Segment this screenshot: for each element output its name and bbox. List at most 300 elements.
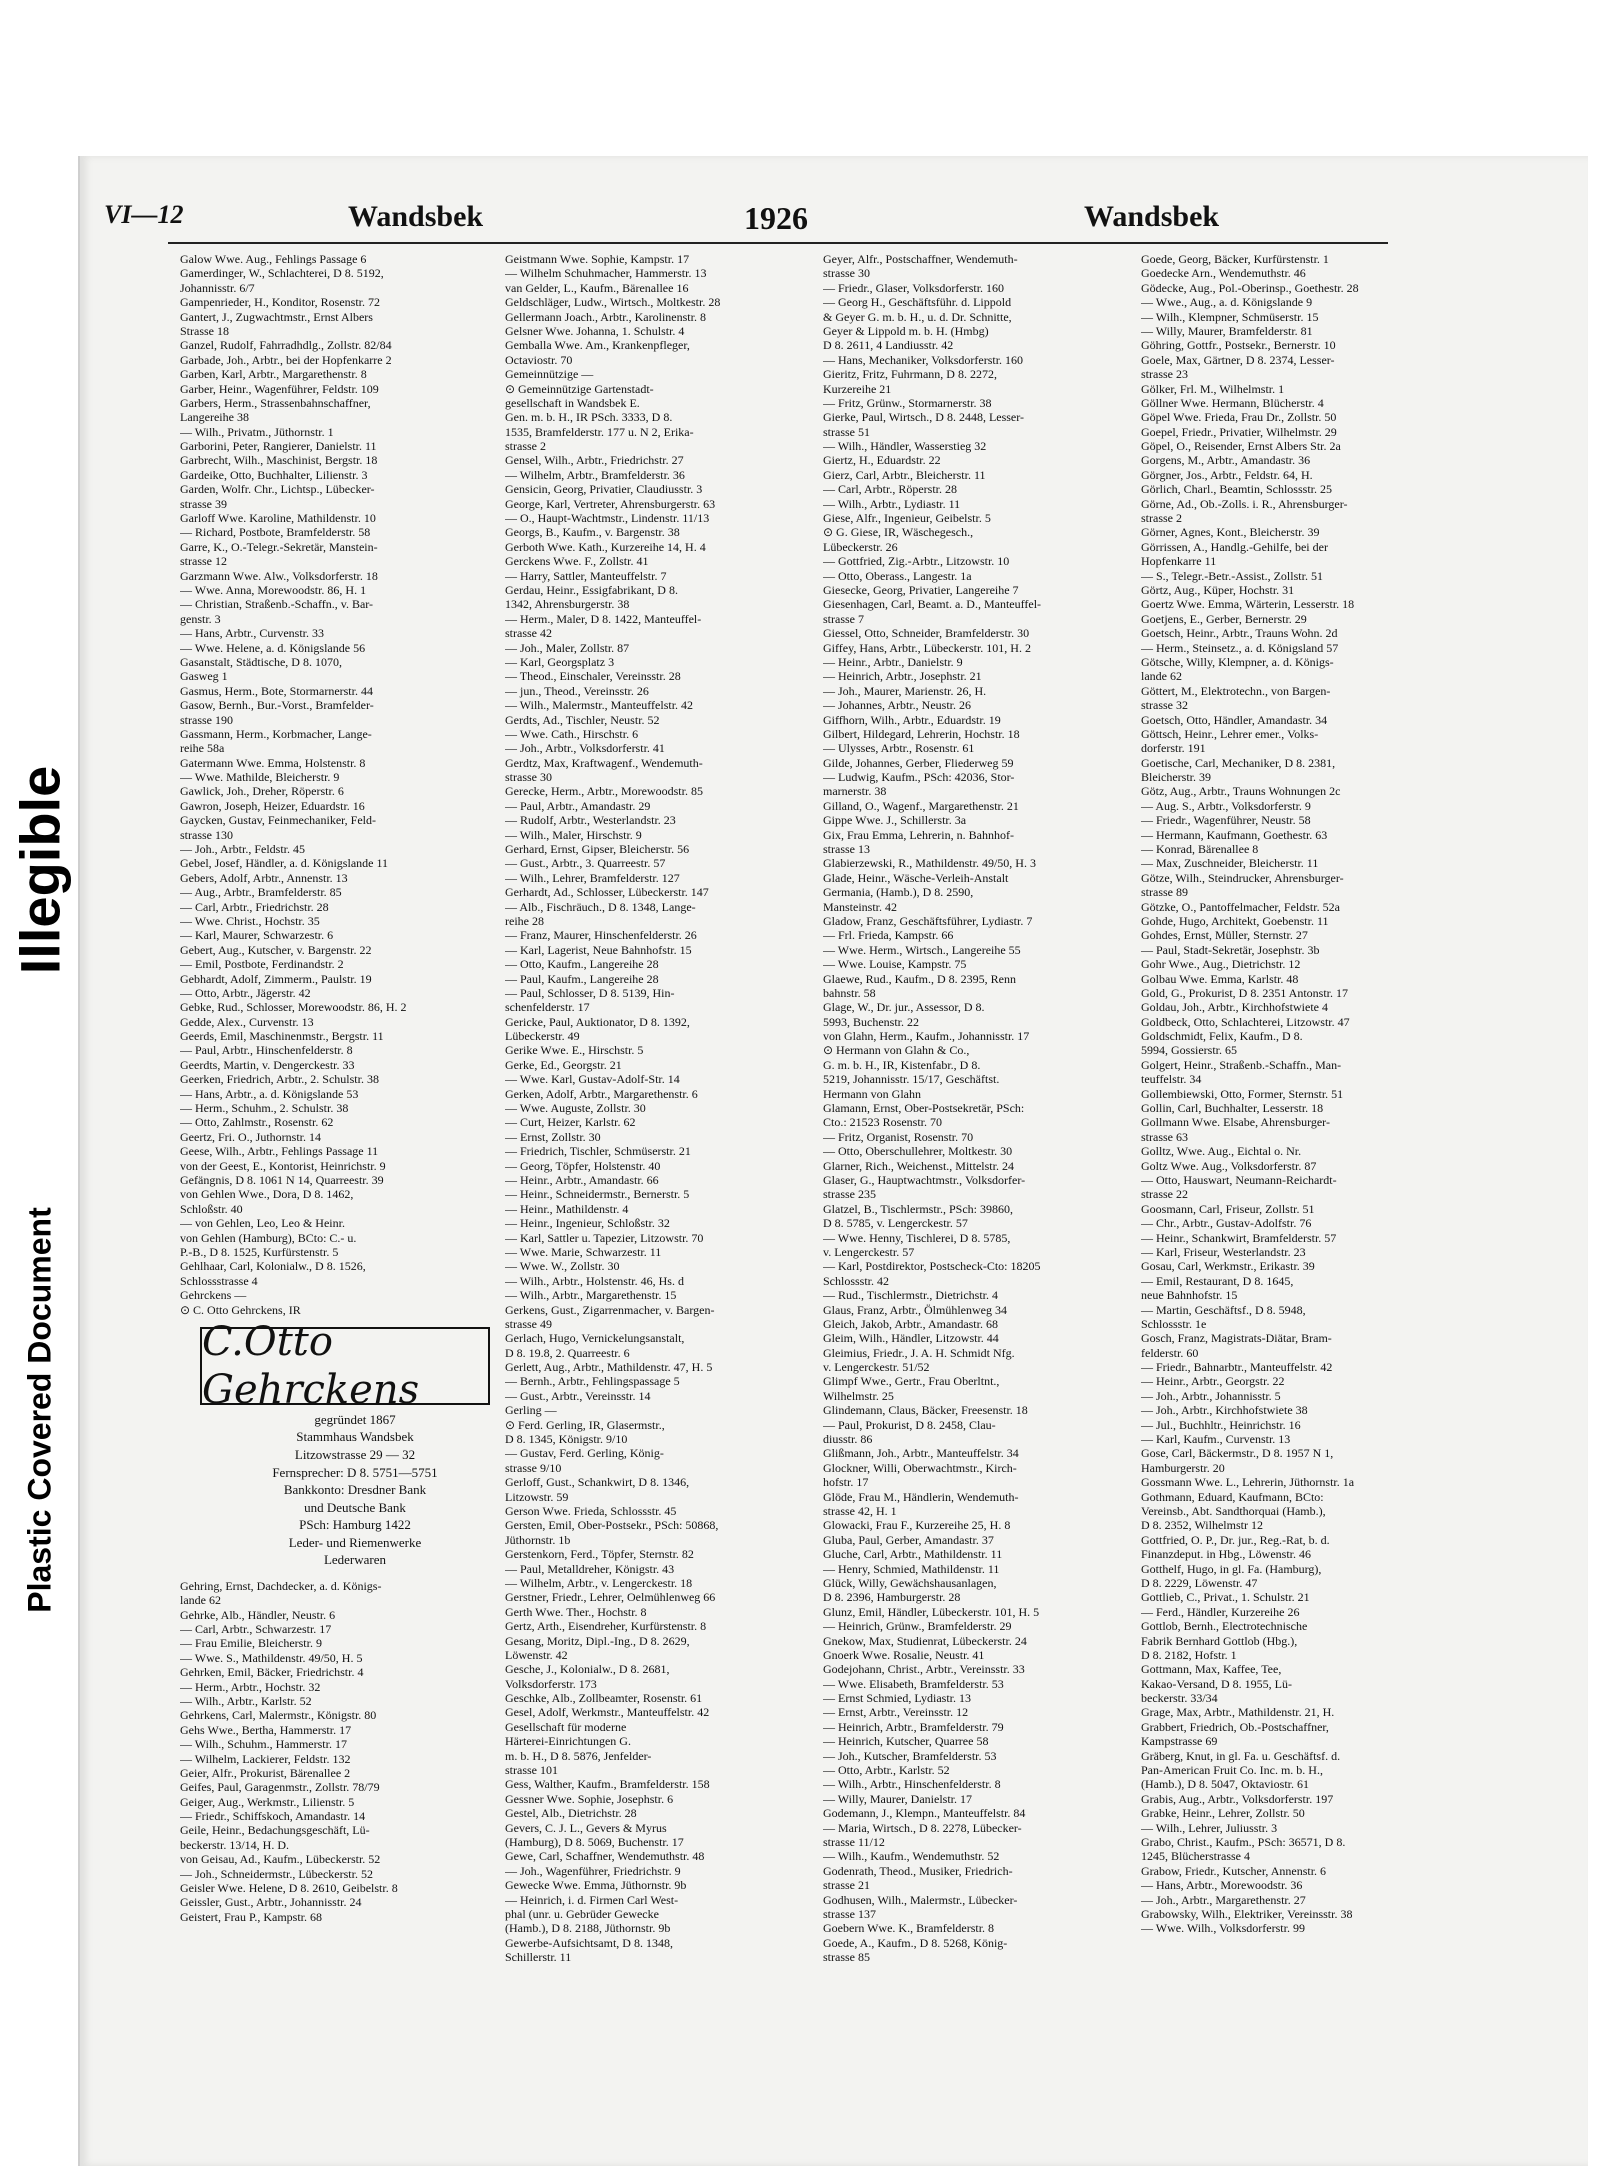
directory-entry: Gerke, Ed., Georgstr. 21	[505, 1057, 622, 1072]
directory-entry: — Wilh., Maler, Hirschstr. 9	[505, 827, 642, 842]
directory-entry: — Rudolf, Arbtr., Westerlandstr. 23	[505, 813, 676, 828]
directory-entry: Hopfenkarre 11	[1141, 554, 1217, 569]
directory-entry: Goetsch, Otto, Händler, Amandastr. 34	[1141, 712, 1328, 727]
directory-entry: — Wilh., Arbtr., Margarethenstr. 15	[505, 1288, 677, 1303]
directory-entry: Garbers, Herm., Strassenbahnschaffner,	[180, 395, 371, 410]
directory-entry: Gieritz, Fritz, Fuhrmann, D 8. 2272,	[823, 367, 997, 382]
directory-entry: Geifes, Paul, Garagenmstr., Zollstr. 78/79	[180, 1780, 380, 1795]
directory-entry: — Joh., Kutscher, Bramfelderstr. 53	[823, 1748, 997, 1763]
directory-entry: Geyer, Alfr., Postschaffner, Wendemuth-	[823, 252, 1018, 266]
directory-entry: strasse 130	[180, 827, 233, 842]
directory-entry: — Jul., Buchhltr., Heinrichstr. 16	[1141, 1417, 1301, 1432]
directory-entry: Göttert, M., Elektrotechn., von Bargen-	[1141, 683, 1331, 698]
directory-entry: — Joh., Schneidermstr., Lübeckerstr. 52	[180, 1866, 373, 1881]
directory-entry: Glaus, Franz, Arbtr., Ölmühlenweg 34	[823, 1302, 1007, 1317]
directory-entry: Gellermann Joach., Arbtr., Karolinenstr. 8	[505, 309, 706, 324]
directory-entry: strasse 11/12	[823, 1834, 885, 1849]
directory-entry: — Wilh., Lehrer, Bramfelderstr. 127	[505, 870, 680, 885]
directory-entry: — Carl, Arbtr., Schwarzestr. 17	[180, 1622, 332, 1636]
directory-entry: Gerstner, Friedr., Lehrer, Oelmühlenweg 66	[505, 1590, 716, 1605]
side-label-illegible	[10, 740, 70, 1000]
directory-entry: — Karl, Sattler u. Tapezier, Litzowstr. 70	[505, 1230, 704, 1245]
directory-entry: Golltz, Wwe. Aug., Eichtal o. Nr.	[1141, 1144, 1302, 1159]
directory-entry: Glockner, Willi, Oberwachtmstr., Kirch-	[823, 1460, 1017, 1475]
directory-entry: Gippe Wwe. J., Schillerstr. 3a	[823, 813, 967, 828]
directory-entry: Hermann von Glahn	[823, 1086, 921, 1101]
directory-entry: — Richard, Postbote, Bramfelderstr. 58	[180, 525, 371, 540]
directory-entry: — Paul, Schlosser, D 8. 5139, Hin-	[505, 985, 675, 1000]
directory-entry: Gerhard, Ernst, Gipser, Bleicherstr. 56	[505, 842, 690, 857]
directory-entry: Garborini, Peter, Rangierer, Danielstr. 11	[180, 439, 377, 454]
directory-entry: Grabow, Friedr., Kutscher, Annenstr. 6	[1141, 1863, 1327, 1878]
directory-entry: Galow Wwe. Aug., Fehlings Passage 6	[180, 252, 367, 266]
directory-entry: Härterei-Einrichtungen G.	[505, 1734, 631, 1749]
directory-entry: — Herm., Maler, D 8. 1422, Manteuffel-	[505, 611, 702, 626]
directory-entry: Gnoerk Wwe. Rosalie, Neustr. 41	[823, 1647, 985, 1662]
directory-entry: — Wwe. Anna, Morewoodstr. 86, H. 1	[180, 582, 367, 597]
directory-entry: strasse 39	[180, 496, 227, 511]
directory-entry: Götze, Wilh., Steindrucker, Ahrensburger-	[1141, 870, 1344, 885]
side-label-line1: Plastic Covered Document	[21, 1207, 58, 1613]
directory-entry: Langereihe 38	[180, 410, 249, 425]
page-header	[104, 200, 1220, 246]
directory-entry: — Wilhelm Schuhmacher, Hammerstr. 13	[505, 266, 707, 281]
directory-entry: strasse 30	[823, 266, 870, 281]
directory-entry: Gehs Wwe., Bertha, Hammerstr. 17	[180, 1722, 352, 1737]
directory-entry: — Joh., Maler, Zollstr. 87	[505, 640, 630, 655]
directory-entry: — Otto, Arbtr., Karlstr. 52	[823, 1763, 950, 1778]
directory-entry: — Otto, Oberschullehrer, Moltkestr. 30	[823, 1144, 1013, 1159]
directory-entry: — Wilh., Malermstr., Manteuffelstr. 42	[505, 698, 694, 713]
directory-entry: Geese, Wilh., Arbtr., Fehlings Passage 11	[180, 1144, 379, 1159]
directory-entry: Goedecke Arn., Wendemuthstr. 46	[1141, 266, 1306, 281]
directory-entry: Lübeckerstr. 49	[505, 1029, 580, 1044]
directory-entry: genstr. 3	[180, 611, 221, 626]
directory-entry: — Hans, Arbtr., a. d. Königslande 53	[180, 1086, 359, 1101]
directory-entry: Gerling —	[505, 1403, 557, 1418]
column-1-entries-continued	[180, 1579, 505, 1924]
directory-entry: Gerboth Wwe. Kath., Kurzereihe 14, H. 4	[505, 539, 706, 554]
directory-entry: — Wwe. Christ., Hochstr. 35	[180, 913, 320, 928]
directory-entry: strasse 21	[823, 1878, 870, 1893]
directory-entry: — Willy, Maurer, Bramfelderstr. 81	[1141, 323, 1313, 338]
directory-entry: — Theod., Einschaler, Vereinsstr. 28	[505, 669, 681, 684]
directory-entry: Gericke, Paul, Auktionator, D 8. 1392,	[505, 1014, 690, 1029]
directory-entry: Garber, Heinr., Wagenführer, Feldstr. 109	[180, 381, 379, 396]
directory-entry: — Heinrich, Kutscher, Quarree 58	[823, 1734, 989, 1749]
directory-entry: — Otto, Zahlmstr., Rosenstr. 62	[180, 1115, 334, 1130]
directory-entry: Glarner, Rich., Weichenst., Mittelstr. 24	[823, 1158, 1014, 1173]
column-4-entries	[1141, 252, 1459, 1936]
directory-entry: — Heinrich, Arbtr., Josephstr. 21	[823, 669, 982, 684]
directory-entry: Gose, Carl, Bäckermstr., D 8. 1957 N 1,	[1141, 1446, 1334, 1461]
directory-entry: Götz, Aug., Arbtr., Trauns Wohnungen 2c	[1141, 784, 1341, 799]
directory-entry: Giffhorn, Wilh., Arbtr., Eduardstr. 19	[823, 712, 1001, 727]
directory-entry: — Gust., Arbtr., Vereinsstr. 14	[505, 1388, 651, 1403]
directory-entry: Geerds, Emil, Maschinenmstr., Bergstr. 11	[180, 1029, 384, 1044]
directory-entry: Garre, K., O.-Telegr.-Sekretär, Manstein-	[180, 539, 378, 554]
directory-entry: Glage, W., Dr. jur., Assessor, D 8.	[823, 1000, 985, 1015]
page-code: VI—12	[104, 200, 184, 229]
directory-entry: Jüthornstr. 1b	[505, 1532, 571, 1547]
directory-entry: — Christian, Straßenb.-Schaffn., v. Bar-	[180, 597, 374, 612]
directory-entry: Glißmann, Joh., Arbtr., Manteuffelstr. 34	[823, 1446, 1019, 1461]
directory-entry: Gosau, Carl, Werkmstr., Erikastr. 39	[1141, 1259, 1315, 1274]
directory-entry: Glowacki, Frau F., Kurzereihe 25, H. 8	[823, 1518, 1011, 1533]
directory-entry: — Wwe. Henny, Tischlerei, D 8. 5785,	[823, 1230, 1011, 1245]
directory-entry: Geyer & Lippold m. b. H. (Hmbg)	[823, 323, 989, 338]
directory-entry: P.-B., D 8. 1525, Kurfürstenstr. 5	[180, 1244, 339, 1259]
directory-entry: — O., Haupt-Wachtmstr., Lindenstr. 11/13	[505, 511, 710, 526]
directory-entry: — Ernst, Zollstr. 30	[505, 1129, 601, 1144]
directory-entry: Gehrken, Emil, Bäcker, Friedrichstr. 4	[180, 1665, 364, 1680]
directory-entry: Schlossstr. 42	[823, 1273, 890, 1288]
directory-entry: Geiger, Aug., Werkmstr., Lilienstr. 5	[180, 1794, 355, 1809]
directory-entry: — Wilh., Arbtr., Hinschenfelderstr. 8	[823, 1777, 1001, 1792]
directory-entry: Gewe, Carl, Schaffner, Wendemuthstr. 48	[505, 1849, 705, 1864]
directory-entry: Glade, Heinr., Wäsche-Verleih-Anstalt	[823, 870, 1009, 885]
directory-entry: Glaser, G., Hauptwachtmstr., Volksdorfer-	[823, 1173, 1026, 1187]
directory-entry: — Wwe. Auguste, Zollstr. 30	[505, 1101, 646, 1116]
directory-entry: G. m. b. H., IR, Kistenfabr., D 8.	[823, 1057, 981, 1072]
directory-entry: Gilland, O., Wagenf., Margarethenstr. 21	[823, 798, 1019, 813]
directory-entry: Gräberg, Knut, in gl. Fa. u. Geschäftsf. d.	[1141, 1748, 1341, 1763]
directory-entry: D 8. 1345, Königstr. 9/10	[505, 1432, 628, 1447]
directory-entry: — Frau Emilie, Bleicherstr. 9	[180, 1636, 322, 1651]
directory-entry: — Hermann, Kaufmann, Goethestr. 63	[1141, 827, 1328, 842]
directory-entry: Gehrke, Alb., Händler, Neustr. 6	[180, 1607, 336, 1622]
directory-entry: Geistmann Wwe. Sophie, Kampstr. 17	[505, 252, 690, 266]
ad-line: PSch: Hamburg 1422	[299, 1517, 411, 1533]
directory-entry: — Aug., Arbtr., Bramfelderstr. 85	[180, 885, 342, 900]
directory-entry: — Otto, Oberass., Langestr. 1a	[823, 568, 972, 583]
directory-entry: Garloff Wwe. Karoline, Mathildenstr. 10	[180, 511, 376, 526]
directory-entry: von Geisau, Ad., Kaufm., Lübeckerstr. 52	[180, 1852, 381, 1867]
directory-entry: Georgs, B., Kaufm., v. Bargenstr. 38	[505, 525, 680, 540]
directory-entry: Gnekow, Max, Studienrat, Lübeckerstr. 24	[823, 1633, 1027, 1648]
directory-entry: strasse 22	[1141, 1187, 1188, 1202]
directory-entry: Geissler, Gust., Arbtr., Johannisstr. 24	[180, 1895, 362, 1910]
directory-entry: Gardeike, Otto, Buchhalter, Lilienstr. 3	[180, 467, 368, 482]
directory-entry: Ganzel, Rudolf, Fahrradhdlg., Zollstr. 82/84	[180, 338, 392, 353]
directory-entry: Gesel, Adolf, Werkmstr., Manteuffelstr. 42	[505, 1705, 710, 1720]
directory-entry: Gampenrieder, H., Konditor, Rosenstr. 72	[180, 295, 381, 310]
directory-entry: — Max, Zuschneider, Bleicherstr. 11	[1141, 856, 1319, 871]
directory-entry: 1342, Ahrensburgerstr. 38	[505, 597, 630, 612]
directory-entry: reihe 58a	[180, 741, 225, 756]
directory-entry: — Wilhelm, Arbtr., v. Lengerckestr. 18	[505, 1575, 693, 1590]
directory-entry: Litzowstr. 59	[505, 1489, 569, 1504]
directory-entry: — Wwe. Herm., Wirtsch., Langereihe 55	[823, 942, 1021, 957]
ad-line: Bankkonto: Dresdner Bank	[283, 1482, 427, 1498]
directory-entry: Göpel, O., Reisender, Ernst Albers Str. 2a	[1141, 439, 1341, 454]
directory-entry: reihe 28	[505, 913, 544, 928]
directory-entry: Hamburgerstr. 20	[1141, 1460, 1225, 1475]
directory-entry: Schlossstr. 1e	[1141, 1316, 1207, 1331]
directory-entry: neue Bahnhofstr. 15	[1141, 1288, 1238, 1303]
directory-entry: Gossmann Wwe. L., Lehrerin, Jüthornstr. 1a	[1141, 1475, 1355, 1490]
directory-entry: Gehrkens, Carl, Malermstr., Königstr. 80	[180, 1708, 377, 1723]
directory-entry: — Wwe. Louise, Kampstr. 75	[823, 957, 967, 972]
directory-entry: Glimpf Wwe., Gertr., Frau Oberltnt.,	[823, 1374, 1000, 1389]
directory-entry: Geile, Heinr., Bedachungsgeschäft, Lü-	[180, 1823, 370, 1838]
directory-entry: Geertz, Fri. O., Juthornstr. 14	[180, 1129, 321, 1144]
directory-entry: teuffelstr. 34	[1141, 1072, 1202, 1087]
directory-entry: Goetsch, Heinr., Arbtr., Trauns Wohn. 2d	[1141, 626, 1338, 641]
directory-entry: Finanzdeput. in Hbg., Löwenstr. 46	[1141, 1547, 1311, 1562]
directory-entry: Gebhardt, Adolf, Zimmerm., Paulstr. 19	[180, 971, 372, 986]
directory-entry: Gerike Wwe. E., Hirschstr. 5	[505, 1043, 644, 1058]
column-1-entries	[180, 252, 505, 1317]
directory-entry: Glaewe, Rud., Kaufm., D 8. 2395, Renn	[823, 971, 1016, 986]
directory-entry: Bleicherstr. 39	[1141, 770, 1211, 785]
directory-entry: — Wilh., Händler, Wasserstieg 32	[823, 439, 987, 454]
directory-entry: Gorgens, M., Arbtr., Amandastr. 36	[1141, 453, 1311, 468]
directory-entry: Görne, Ad., Ob.-Zolls. i. R., Ahrensburger-	[1141, 496, 1348, 511]
directory-entry: Strasse 18	[180, 323, 229, 338]
directory-entry: Goetjens, E., Gerber, Bernerstr. 29	[1141, 611, 1307, 626]
directory-entry: Glamann, Ernst, Ober-Postsekretär, PSch:	[823, 1101, 1025, 1116]
directory-entry: Godenrath, Theod., Musiker, Friedrich-	[823, 1863, 1013, 1878]
directory-entry: Giertz, H., Eduardstr. 22	[823, 453, 941, 468]
directory-entry: — Wwe. Elisabeth, Bramfelderstr. 53	[823, 1676, 1004, 1691]
directory-entry: — Karl, Lagerist, Neue Bahnhofstr. 15	[505, 942, 692, 957]
directory-entry: — Emil, Postbote, Ferdinandstr. 2	[180, 957, 344, 972]
directory-entry: — Georg H., Geschäftsführ. d. Lippold	[823, 295, 1012, 310]
directory-entry: — Martin, Geschäftsf., D 8. 5948,	[1141, 1302, 1306, 1317]
directory-entry: Octaviostr. 70	[505, 352, 573, 367]
directory-entry: Görrissen, A., Handlg.-Gehilfe, bei der	[1141, 539, 1328, 554]
directory-entry: Gelsner Wwe. Johanna, 1. Schulstr. 4	[505, 323, 685, 338]
directory-entry: — Carl, Arbtr., Röperstr. 28	[823, 482, 957, 497]
directory-entry: Gehring, Ernst, Dachdecker, a. d. Königs-	[180, 1578, 382, 1593]
directory-entry: Goldschmidt, Felix, Kaufm., D 8.	[1141, 1029, 1303, 1044]
directory-entry: Johannisstr. 6/7	[180, 280, 255, 295]
directory-entry: Schillerstr. 11	[505, 1950, 572, 1965]
directory-entry: Götsche, Willy, Klempner, a. d. Königs-	[1141, 654, 1334, 669]
directory-entry: D 8. 2352, Wilhelmstr 12	[1141, 1518, 1263, 1533]
directory-entry: — Curt, Heizer, Karlstr. 62	[505, 1115, 636, 1130]
header-rule	[168, 242, 1388, 244]
directory-entry: Gasow, Bernh., Bur.-Vorst., Bramfelder-	[180, 698, 374, 713]
directory-entry: — Heinrich, Arbtr., Bramfelderstr. 79	[823, 1719, 1004, 1734]
directory-entry: Gertz, Arth., Eisendreher, Kurfürstenstr. 8	[505, 1619, 707, 1634]
directory-entry: Gen. m. b. H., IR PSch. 3333, D 8.	[505, 410, 673, 425]
directory-entry: Gladow, Franz, Geschäftsführer, Lydiastr. 7	[823, 913, 1033, 928]
directory-entry: Göllner Wwe. Hermann, Blücherstr. 4	[1141, 395, 1324, 410]
directory-entry: D 8. 19.8, 2. Quarreestr. 6	[505, 1345, 630, 1360]
directory-entry: Gemballa Wwe. Am., Krankenpfleger,	[505, 338, 690, 353]
directory-entry: strasse 63	[1141, 1129, 1188, 1144]
directory-entry: Gestel, Alb., Dietrichstr. 28	[505, 1806, 637, 1821]
directory-entry: Garden, Wolfr. Chr., Lichtsp., Lübecker-	[180, 482, 375, 497]
column-3-entries	[823, 252, 1141, 1964]
directory-entry: — Paul, Stadt-Sekretär, Josephstr. 3b	[1141, 942, 1320, 957]
directory-entry: — Wwe. Karl, Gustav-Adolf-Str. 14	[505, 1072, 680, 1087]
directory-entry: — S., Telegr.-Betr.-Assist., Zollstr. 51	[1141, 568, 1323, 583]
directory-entry: — Wwe. Marie, Schwarzestr. 11	[505, 1244, 662, 1259]
directory-entry: marnerstr. 38	[823, 784, 887, 799]
directory-entry: strasse 32	[1141, 698, 1188, 713]
directory-entry: 1535, Bramfelderstr. 177 u. N 2, Erika-	[505, 424, 694, 439]
directory-entry: — Frl. Frieda, Kampstr. 66	[823, 928, 954, 943]
directory-entry: ⊙ Gemeinnützige Gartenstadt-	[505, 381, 654, 396]
directory-entry: — Wwe. Helene, a. d. Königslande 56	[180, 640, 366, 655]
directory-entry: Gantert, J., Zugwachtmstr., Ernst Albers	[180, 309, 373, 324]
directory-entry: Gierz, Carl, Arbtr., Bleicherstr. 11	[823, 467, 986, 482]
gehrckens-logo: C.Otto Gehrckens	[200, 1327, 490, 1405]
directory-entry: — Heinr., Schneidermstr., Bernerstr. 5	[505, 1187, 690, 1202]
directory-entry: D 8. 2611, 4 Landiusstr. 42	[823, 338, 954, 353]
directory-entry: Gleim, Wilh., Händler, Litzowstr. 44	[823, 1331, 999, 1346]
directory-entry: strasse 137	[823, 1906, 876, 1921]
directory-entry: Gohdes, Ernst, Müller, Sternstr. 27	[1141, 928, 1308, 943]
directory-entry: — Heinr., Arbtr., Amandastr. 66	[505, 1173, 659, 1187]
directory-entry: — Wilh., Arbtr., Karlstr. 52	[180, 1693, 312, 1708]
directory-entry: Giessel, Otto, Schneider, Bramfelderstr. 30	[823, 626, 1030, 641]
directory-entry: — Joh., Arbtr., Margarethenstr. 27	[1141, 1892, 1306, 1907]
directory-entry: Gasanstalt, Städtische, D 8. 1070,	[180, 654, 342, 669]
directory-entry: Gluba, Paul, Gerber, Amandastr. 37	[823, 1532, 994, 1547]
directory-entry: — Franz, Maurer, Hinschenfelderstr. 26	[505, 928, 697, 943]
directory-entry: Gamerdinger, W., Schlachterei, D 8. 5192,	[180, 266, 384, 281]
directory-entry: — Aug. S., Arbtr., Volksdorferstr. 9	[1141, 798, 1311, 813]
directory-entry: Geier, Alfr., Prokurist, Bärenallee 2	[180, 1765, 351, 1780]
directory-entry: Schloßstr. 40	[180, 1201, 243, 1216]
directory-entry: — Ernst, Arbtr., Vereinsstr. 12	[823, 1705, 969, 1720]
directory-entry: Gebke, Rud., Schlosser, Morewoodstr. 86, H. 2	[180, 1000, 407, 1015]
directory-entry: Grabowsky, Wilh., Elektriker, Vereinsstr. 38	[1141, 1906, 1353, 1921]
directory-entry: Schlossstrasse 4	[180, 1273, 258, 1288]
directory-entry: — Willy, Maurer, Danielstr. 17	[823, 1791, 973, 1806]
directory-entry: Gollmann Wwe. Elsabe, Ahrensburger-	[1141, 1115, 1330, 1130]
directory-entry: Gawlick, Joh., Dreher, Röperstr. 6	[180, 784, 344, 799]
directory-entry: Gebert, Aug., Kutscher, v. Bargenstr. 22	[180, 942, 372, 957]
directory-entry: Görgner, Jos., Arbtr., Feldstr. 64, H.	[1141, 467, 1313, 482]
directory-entry: — Friedrich, Tischler, Schmüserstr. 21	[505, 1144, 691, 1159]
directory-entry: Grabke, Heinr., Lehrer, Zollstr. 50	[1141, 1806, 1305, 1821]
directory-entry: Geerdts, Martin, v. Dengerckestr. 33	[180, 1057, 355, 1072]
directory-entry: — Henry, Schmied, Mathildenstr. 11	[823, 1561, 1000, 1576]
directory-entry: von Gehlen Wwe., Dora, D 8. 1462,	[180, 1187, 354, 1202]
directory-entry: Garbade, Joh., Arbtr., bei der Hopfenkarre 2	[180, 352, 392, 367]
directory-entry: — Fritz, Grünw., Stormarnerstr. 38	[823, 395, 992, 410]
directory-entry: Goertz Wwe. Emma, Wärterin, Lesserstr. 18	[1141, 597, 1355, 612]
directory-entry: — Paul, Arbtr., Hinschenfelderstr. 8	[180, 1043, 353, 1058]
directory-entry: Mansteinstr. 42	[823, 899, 897, 914]
directory-entry: Gasmus, Herm., Bote, Stormarnerstr. 44	[180, 683, 373, 698]
directory-entry: 5219, Johannisstr. 15/17, Geschäftst.	[823, 1072, 1000, 1087]
directory-entry: Vereinsb., Abt. Sandthorquai (Hamb.),	[1141, 1503, 1326, 1518]
directory-entry: beckerstr. 13/14, H. D.	[180, 1837, 289, 1852]
directory-entry: von der Geest, E., Kontorist, Heinrichstr. 9	[180, 1158, 386, 1173]
directory-entry: Gothmann, Eduard, Kaufmann, BCto:	[1141, 1489, 1324, 1504]
directory-entry: — von Gehlen, Leo, Leo & Heinr.	[180, 1216, 345, 1231]
directory-entry: Garzmann Wwe. Alw., Volksdorferstr. 18	[180, 568, 378, 583]
directory-entry: — Heinr., Arbtr., Danielstr. 9	[823, 654, 963, 669]
directory-entry: Gollembiewski, Otto, Former, Sternstr. 51	[1141, 1086, 1344, 1101]
directory-entry: Kurzereihe 21	[823, 381, 892, 396]
directory-entry: — Wwe., Aug., a. d. Königslande 9	[1141, 295, 1313, 310]
directory-entry: — Wwe. S., Mathildenstr. 49/50, H. 5	[180, 1650, 363, 1665]
directory-entry: Grabbert, Friedrich, Ob.-Postschaffner,	[1141, 1719, 1329, 1734]
directory-entry: — Heinr., Arbtr., Georgstr. 22	[1141, 1374, 1285, 1389]
directory-entry: — Otto, Hauswart, Neumann-Reichardt-	[1141, 1173, 1337, 1187]
directory-entry: Gesellschaft für moderne	[505, 1719, 627, 1734]
directory-entry: D 8. 2182, Hofstr. 1	[1141, 1647, 1237, 1662]
directory-entry: Gebel, Josef, Händler, a. d. Königslande 11	[180, 856, 389, 871]
directory-entry: strasse 9/10	[505, 1460, 562, 1475]
directory-entry: & Geyer G. m. b. H., u. d. Dr. Schnitte,	[823, 309, 1012, 324]
directory-entry: Gerdau, Heinr., Essigfabrikant, D 8.	[505, 582, 678, 597]
ad-line: und Deutsche Bank	[304, 1499, 406, 1515]
directory-entry: von Gehlen (Hamburg), BCto: C.- u.	[180, 1230, 357, 1245]
directory-entry: Giesenhagen, Carl, Beamt. a. D., Manteuffel-	[823, 597, 1042, 612]
directory-entry: diusstr. 86	[823, 1432, 873, 1447]
directory-entry: Gix, Frau Emma, Lehrerin, n. Bahnhof-	[823, 827, 1014, 842]
ad-line: Stammhaus Wandsbek	[296, 1429, 414, 1445]
directory-entry: Gohde, Hugo, Architekt, Goebenstr. 11	[1141, 913, 1329, 928]
directory-entry: Gottlieb, C., Privat., 1. Schulstr. 21	[1141, 1590, 1310, 1605]
directory-entry: ⊙ Hermann von Glahn & Co.,	[823, 1043, 970, 1058]
directory-entry: — Wwe. Cath., Hirschstr. 6	[505, 726, 639, 741]
side-label	[10, 1000, 70, 1860]
directory-entry: — Herm., Arbtr., Hochstr. 32	[180, 1679, 321, 1694]
directory-entry: — Heinr., Ingenieur, Schloßstr. 32	[505, 1216, 670, 1231]
directory-entry: — Bernh., Arbtr., Fehlingspassage 5	[505, 1374, 680, 1389]
header-year: 1926	[744, 200, 808, 236]
directory-entry: Gehrckens —	[180, 1288, 247, 1303]
directory-entry: Goede, Georg, Bäcker, Kurfürstenstr. 1	[1141, 252, 1329, 266]
directory-entry: Görtz, Aug., Küper, Hochstr. 31	[1141, 582, 1295, 597]
directory-entry: strasse 190	[180, 712, 233, 727]
directory-entry: Gotthelf, Hugo, in gl. Fa. (Hamburg),	[1141, 1561, 1322, 1576]
directory-entry: — Herm., Schuhm., 2. Schulstr. 38	[180, 1101, 349, 1116]
directory-entry: Göpel Wwe. Frieda, Frau Dr., Zollstr. 50	[1141, 410, 1337, 425]
directory-entry: — Otto, Kaufm., Langereihe 28	[505, 957, 659, 972]
directory-entry: — Ernst Schmied, Lydiastr. 13	[823, 1691, 971, 1706]
directory-entry: — Heinr., Schankwirt, Bramfelderstr. 57	[1141, 1230, 1337, 1245]
directory-entry: — Wilh., Schuhm., Hammerstr. 17	[180, 1737, 347, 1752]
directory-entry: bahnstr. 58	[823, 985, 876, 1000]
directory-entry: — Hans, Arbtr., Morewoodstr. 36	[1141, 1878, 1303, 1893]
directory-entry: — Joh., Arbtr., Volksdorferstr. 41	[505, 741, 665, 756]
directory-entry: Goede, A., Kaufm., D 8. 5268, König-	[823, 1935, 1008, 1950]
directory-entry: schenfelderstr. 17	[505, 1000, 590, 1015]
directory-entry: — Paul, Prokurist, D 8. 2458, Clau-	[823, 1417, 996, 1432]
directory-entry: — Hans, Arbtr., Curvenstr. 33	[180, 626, 324, 641]
directory-entry: Goldau, Joh., Arbtr., Kirchhofstwiete 4	[1141, 1000, 1328, 1015]
ad-line: Fernsprecher: D 8. 5751—5751	[272, 1464, 438, 1480]
directory-entry: Gödecke, Aug., Pol.-Oberinsp., Goethestr. 28	[1141, 280, 1359, 295]
directory-entry: — Rud., Tischlermstr., Dietrichstr. 4	[823, 1288, 999, 1303]
directory-entry: Germania, (Hamb.), D 8. 2590,	[823, 885, 974, 900]
directory-entry: beckerstr. 33/34	[1141, 1691, 1218, 1706]
directory-entry: — Chr., Arbtr., Gustav-Adolfstr. 76	[1141, 1216, 1312, 1231]
directory-entry: Gohr Wwe., Aug., Dietrichstr. 12	[1141, 957, 1301, 972]
directory-entry: D 8. 5785, v. Lengerckestr. 57	[823, 1216, 968, 1231]
directory-entry: lande 62	[1141, 669, 1182, 684]
directory-entry: Gilbert, Hildegard, Lehrerin, Hochstr. 18	[823, 726, 1020, 741]
directory-entry: — Wilh., Klempner, Schmüserstr. 15	[1141, 309, 1319, 324]
directory-entry: — Carl, Arbtr., Friedrichstr. 28	[180, 899, 329, 914]
directory-entry: George, Karl, Vertreter, Ahrensburgerstr. 63	[505, 496, 716, 511]
directory-entry: v. Lengerckestr. 57	[823, 1244, 915, 1259]
directory-entry: Gölker, Frl. M., Wilhelmstr. 1	[1141, 381, 1285, 396]
directory-entry: — Ulysses, Arbtr., Rosenstr. 61	[823, 741, 975, 756]
directory-entry: — Ludwig, Kaufm., PSch: 42036, Stor-	[823, 770, 1015, 785]
directory-entry: strasse 12	[180, 554, 227, 569]
